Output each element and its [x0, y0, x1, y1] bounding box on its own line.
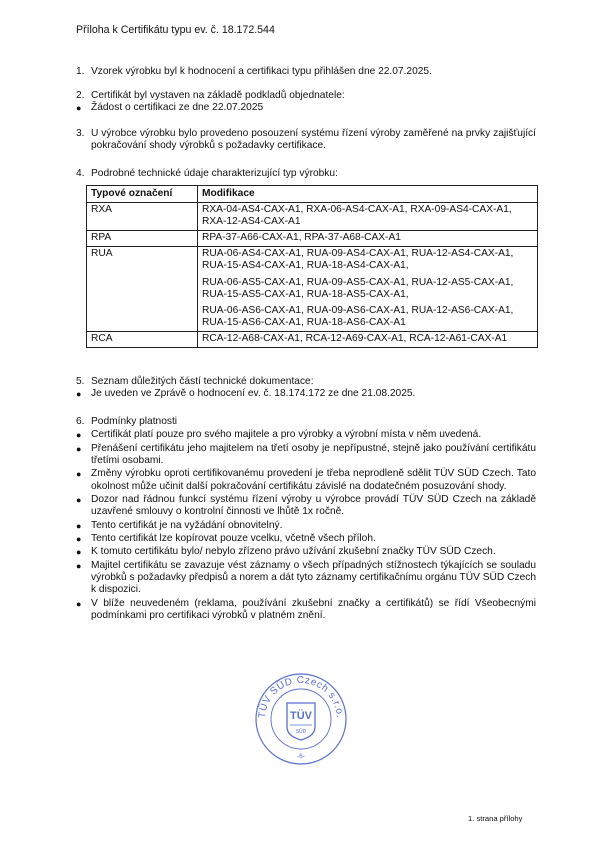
column-header-type: Typové označení: [87, 186, 198, 203]
bullet-icon: ●: [76, 533, 82, 544]
section-2: [76, 90, 536, 116]
bullet-icon: ●: [76, 469, 82, 480]
bullet-text: Žádost o certifikaci ze dne 22.07.2025: [91, 102, 264, 114]
type-cell: RUA: [87, 247, 198, 332]
bullet-icon: ●: [76, 598, 82, 609]
section-number: 3.: [76, 128, 85, 139]
bullet-text: Změny výrobku oproti certifikovanému provedení je třeba neprodleně sdělit TÜV SÜD Czech. Tato okolnost může učinit další pokračování certifikátu závislé na dodatečném posuzování shody.: [91, 468, 536, 492]
bullet-icon: ●: [76, 494, 82, 505]
section-text: Podrobné technické údaje charakterizující typ výrobku:: [91, 168, 338, 179]
table-row: [87, 331, 538, 347]
bullet-item: [76, 388, 536, 400]
table-row: [87, 203, 538, 231]
bullet-text: Je uveden ve Zprávě o hodnocení ev. č. 18.174.172 ze dne 21.08.2025.: [91, 388, 416, 400]
modification-cell: [198, 203, 538, 231]
section-number: 5.: [76, 376, 85, 387]
modification-cell: [198, 331, 538, 347]
table-row: [87, 231, 538, 247]
modification-cell: [198, 247, 538, 332]
bullet-text: K tomuto certifikátu bylo/ nebylo zřízeno právo užívání zkušební značky TÜV SÜD Czech.: [91, 546, 496, 558]
tuv-logo-subtext: SÜD: [295, 729, 307, 735]
bullet-item: [76, 443, 536, 467]
page-header: Příloha k Certifikátu typu ev. č. 18.172.544: [76, 24, 275, 36]
modification-text: RCA-12-A68-CAX-A1, RCA-12-A69-CAX-A1, RCA-12-A61-CAX-A1: [202, 332, 508, 344]
bullet-icon: ●: [76, 430, 82, 441]
modification-text: RPA-37-A66-CAX-A1, RPA-37-A68-CAX-A1: [202, 232, 401, 244]
section-5: [76, 376, 536, 402]
bullet-item: [76, 429, 536, 441]
page-footer: 1. strana přílohy: [468, 814, 523, 823]
bullet-text: Tento certifikát je na vyžádání obnovitelný.: [91, 519, 283, 531]
bullet-icon: ●: [76, 520, 82, 531]
type-cell: RPA: [87, 231, 198, 247]
type-cell: RXA: [87, 203, 198, 231]
tuv-logo-text: TÜV: [290, 710, 312, 722]
modification-text: RUA-06-AS6-CAX-A1, RUA-09-AS6-CAX-A1, RUA-12-AS6-CAX-A1, RUA-15-AS6-CAX-A1, RUA-18-AS6-CAX-A1: [202, 304, 514, 328]
section-number: 2.: [76, 90, 85, 101]
table-header-row: [87, 186, 538, 203]
bullet-item: [76, 494, 536, 518]
tuv-sud-stamp: [254, 672, 348, 766]
bullet-item: [76, 468, 536, 492]
bullet-item: [76, 546, 536, 558]
modification-text: RUA-06-AS4-CAX-A1, RUA-09-AS4-CAX-A1, RUA-12-AS4-CAX-A1, RUA-15-AS4-CAX-A1, RUA-18-AS4-CAX-A1,: [202, 248, 514, 272]
bullet-text: Dozor nad řádnou funkcí systému řízení výroby u výrobce provádí TÜV SÜD Czech na základě uzavřené smlouvy o kontrolní činnosti ve lhůtě 1x ročně.: [91, 493, 536, 518]
section-text: Vzorek výrobku byl k hodnocení a certifikaci typu přihlášen dne 22.07.2025.: [91, 66, 432, 77]
modification-text: RUA-06-AS5-CAX-A1, RUA-09-AS5-CAX-A1, RUA-12-AS5-CAX-A1, RUA-15-AS5-CAX-A1, RUA-18-AS5-CAX-A1,: [202, 276, 514, 300]
bullet-item: [76, 520, 536, 532]
section-3: [76, 128, 536, 153]
bullet-icon: ●: [76, 547, 82, 558]
bullet-text: Majitel certifikátu se zavazuje vést záznamy o všech případných stížnostech týkajících se souladu výrobků s požadavky předpisů a norem a dát tyto záznamy certifikačnímu orgánu TÜV SÜD Czech k dispozici.: [91, 559, 536, 596]
bullet-text: Certifikát platí pouze pro svého majitele a pro výrobky a výrobní místa v něm uvedená.: [91, 429, 482, 441]
column-header-modification: Modifikace: [198, 186, 538, 203]
bullet-icon: ●: [76, 389, 82, 400]
bullet-item: [76, 598, 536, 622]
bullet-item: [76, 560, 536, 597]
bullet-item: [76, 102, 536, 114]
bullet-icon: ●: [76, 560, 82, 571]
section-4: [76, 168, 536, 180]
section-1: [76, 66, 536, 78]
bullet-icon: ●: [76, 103, 82, 114]
bullet-icon: ●: [76, 443, 82, 454]
section-text: Seznam důležitých částí technické dokumentace:: [91, 376, 314, 387]
bullet-text: Přenášení certifikátu jeho majitelem na třetí osoby je nepřípustné, stejně jako používání certifikátu třetími osobami.: [91, 442, 536, 466]
section-6: [76, 416, 536, 623]
type-table: [86, 185, 538, 348]
section-text: Podmínky platnosti: [91, 416, 178, 427]
bullet-text: V blíže neuvedeném (reklama, používání zkušební značky a certifikátů) se řídí Všeobecnými podmínkami pro certifikaci výrobků v platném znění.: [91, 597, 536, 621]
type-cell: RCA: [87, 331, 198, 347]
modification-text: RXA-04-AS4-CAX-A1, RXA-06-AS4-CAX-A1, RXA-09-AS4-CAX-A1, RXA-12-AS4-CAX-A1: [202, 204, 512, 228]
stamp-ring-text: TÜV SÜD Czech s.r.o.: [256, 674, 346, 719]
section-number: 4.: [76, 168, 85, 179]
modification-cell: [198, 231, 538, 247]
stamp-number: -6-: [297, 753, 305, 760]
bullet-item: [76, 533, 536, 545]
section-text: Certifikát byl vystaven na základě podkladů objednatele:: [91, 90, 345, 101]
table-row: [87, 247, 538, 332]
bullet-text: Tento certifikát lze kopírovat pouze vcelku, včetně všech příloh.: [91, 532, 376, 544]
section-text: U výrobce výrobku bylo provedeno posouzení systému řízení výroby zaměřené na prvky zajišťující pokračování shody výrobků s požadavky certifikace.: [91, 128, 536, 152]
section-number: 1.: [76, 66, 85, 77]
section-number: 6.: [76, 416, 85, 427]
